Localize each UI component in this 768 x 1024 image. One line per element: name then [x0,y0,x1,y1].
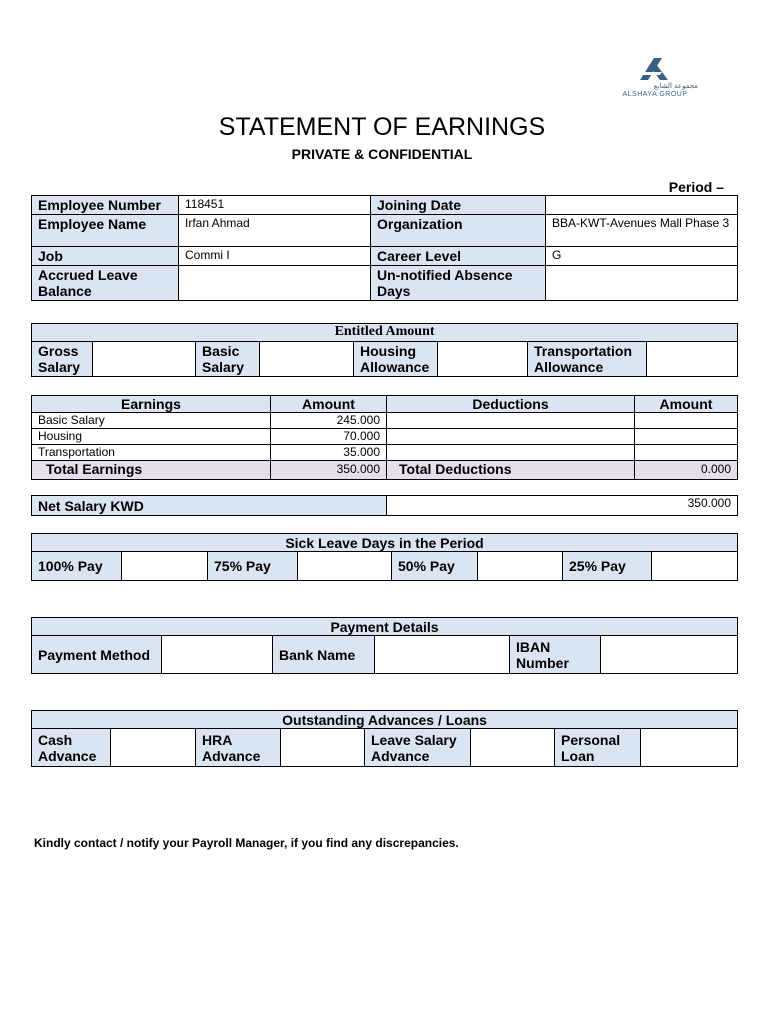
career-level-value: G [546,247,738,266]
employee-name-value: Irfan Ahmad [179,215,371,247]
payment-details-header: Payment Details [32,618,738,636]
organization-value: BBA-KWT-Avenues Mall Phase 3 [546,215,738,247]
sick-leave-header: Sick Leave Days in the Period [32,534,738,552]
total-earnings-label: Total Earnings [32,461,271,480]
pay-25-label: 25% Pay [563,552,652,581]
logo-english-text: ALSHAYA GROUP [622,91,688,98]
leave-salary-advance-label: Leave Salary Advance [365,729,471,767]
iban-number-value [601,636,738,674]
earning-amount: 245.000 [271,413,387,429]
leave-salary-advance-value [471,729,555,767]
hra-advance-value [281,729,365,767]
earning-amount: 70.000 [271,429,387,445]
gross-salary-label: Gross Salary [32,342,93,377]
table-row [32,445,738,461]
personal-loan-label: Personal Loan [555,729,641,767]
pay-75-value [298,552,392,581]
net-salary-table [31,495,738,516]
deduction-amount [635,413,738,429]
accrued-leave-value [179,266,371,301]
earning-label: Basic Salary [32,413,271,429]
payment-method-value [162,636,273,674]
job-label: Job [32,247,179,266]
deduction-amount [635,429,738,445]
net-salary-label: Net Salary KWD [32,496,387,516]
transportation-allowance-value [647,342,738,377]
page-subtitle: PRIVATE & CONFIDENTIAL [291,146,473,162]
basic-salary-label: Basic Salary [196,342,260,377]
table-row [32,413,738,429]
total-deductions-value: 0.000 [635,461,738,480]
deduction-amount [635,445,738,461]
total-deductions-label: Total Deductions [387,461,635,480]
accrued-leave-label: Accrued Leave Balance [32,266,179,301]
earnings-deductions-table [31,395,738,480]
deduction-label [387,429,635,445]
earnings-header: Earnings [32,396,271,413]
employee-number-value: 118451 [179,196,371,215]
deductions-header: Deductions [387,396,635,413]
cash-advance-value [111,729,196,767]
deduction-label [387,445,635,461]
job-value: Commi I [179,247,371,266]
gross-salary-value [93,342,196,377]
pay-100-value [122,552,208,581]
employee-number-label: Employee Number [32,196,179,215]
housing-allowance-label: Housing Allowance [354,342,438,377]
earning-label: Housing [32,429,271,445]
earning-label: Transportation [32,445,271,461]
alshaya-logo-icon [610,54,700,84]
employee-info-table [31,195,738,301]
advances-loans-table [31,710,738,767]
hra-advance-label: HRA Advance [196,729,281,767]
pay-75-label: 75% Pay [208,552,298,581]
unnotified-absence-value [546,266,738,301]
cash-advance-label: Cash Advance [32,729,111,767]
table-row [32,429,738,445]
career-level-label: Career Level [371,247,546,266]
deduction-label [387,413,635,429]
joining-date-value [546,196,738,215]
personal-loan-value [641,729,738,767]
payment-details-table [31,617,738,674]
earnings-amount-header: Amount [271,396,387,413]
deductions-amount-header: Amount [635,396,738,413]
organization-label: Organization [371,215,546,247]
unnotified-absence-label: Un-notified Absence Days [371,266,546,301]
page-title: STATEMENT OF EARNINGS [218,113,546,141]
payment-method-label: Payment Method [32,636,162,674]
sick-leave-table [31,533,738,581]
basic-salary-value [260,342,354,377]
pay-100-label: 100% Pay [32,552,122,581]
period-label: Period – [668,179,724,195]
pay-50-value [478,552,563,581]
earning-amount: 35.000 [271,445,387,461]
discrepancy-note: Kindly contact / notify your Payroll Manager, if you find any discrepancies. [34,836,459,850]
bank-name-label: Bank Name [273,636,375,674]
transportation-allowance-label: Transportation Allowance [528,342,647,377]
joining-date-label: Joining Date [371,196,546,215]
iban-number-label: IBAN Number [510,636,601,674]
net-salary-value: 350.000 [387,496,738,516]
total-earnings-value: 350.000 [271,461,387,480]
pay-25-value [652,552,738,581]
employee-name-label: Employee Name [32,215,179,247]
entitled-amount-table [31,323,738,377]
logo-arabic-text: مجموعة الشايع [653,82,698,90]
entitled-amount-header: Entitled Amount [32,324,738,342]
bank-name-value [375,636,510,674]
alshaya-logo [610,54,700,102]
housing-allowance-value [438,342,528,377]
pay-50-label: 50% Pay [392,552,478,581]
advances-loans-header: Outstanding Advances / Loans [32,711,738,729]
